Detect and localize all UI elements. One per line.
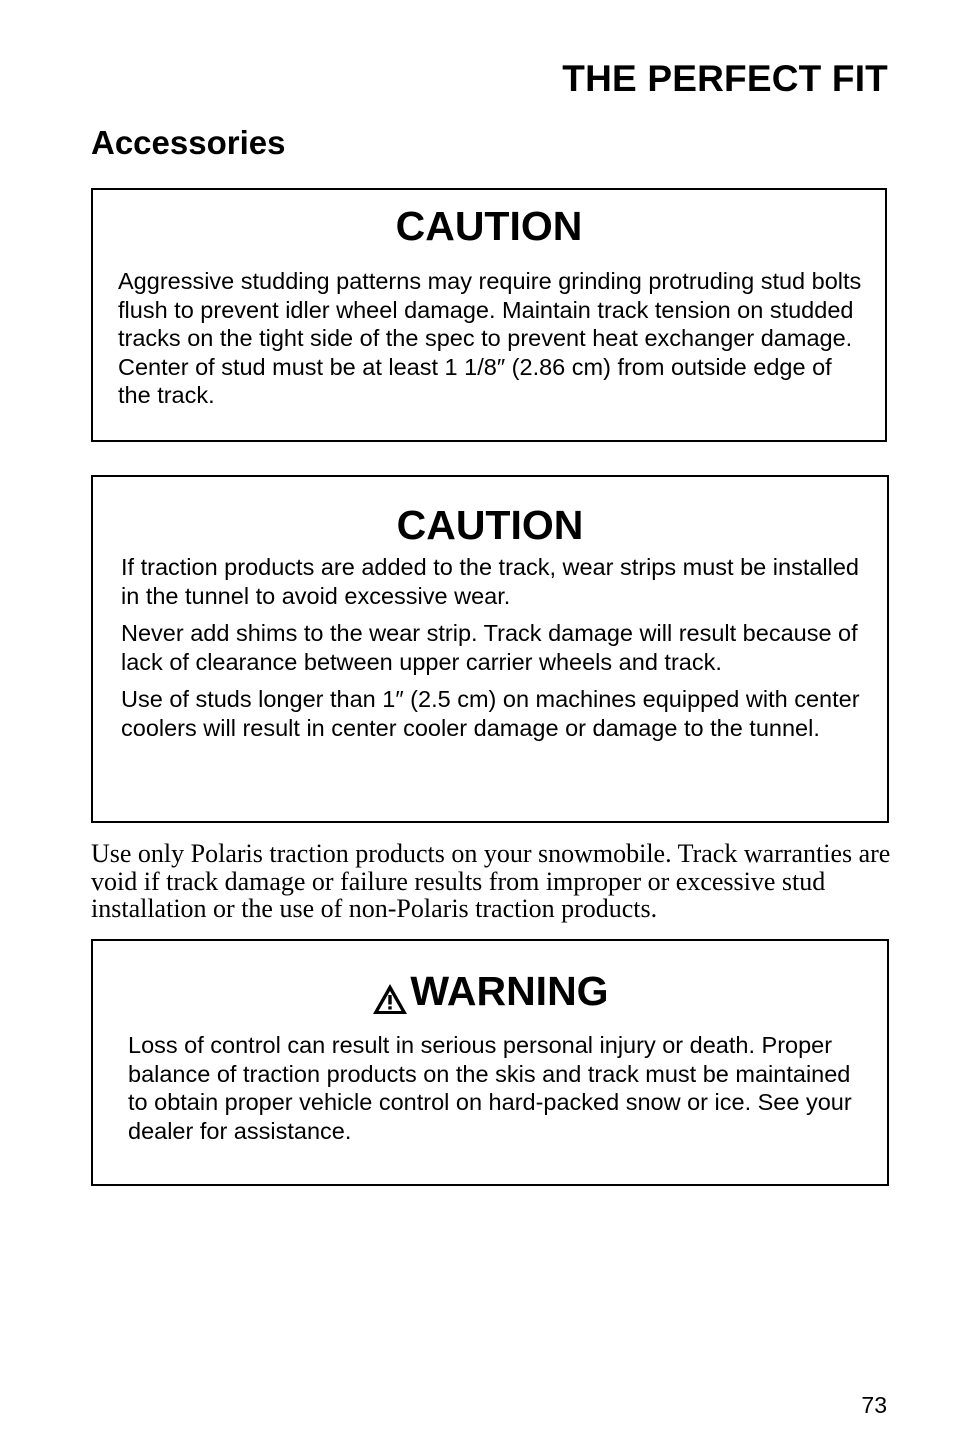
caution-paragraph-shims: Never add shims to the wear strip. Track damage will result because of lack of clearance between upper carrier wheels and track. (121, 620, 858, 675)
page-number: 73 (861, 1392, 887, 1418)
section-header: THE PERFECT FIT (562, 58, 888, 99)
warning-text: Loss of control can result in serious personal injury or death. Proper balance of traction products on the skis and track must be maintained to obtain proper vehicle control on hard-packed snow or ice. See your dealer for assistance. (128, 1032, 852, 1144)
warning-heading-row (93, 967, 887, 1015)
warning-box (91, 939, 889, 1186)
subsection-title: Accessories (91, 124, 286, 161)
caution-heading: CAUTION (396, 502, 584, 548)
caution-box-studding (91, 188, 887, 442)
body-paragraph: Use only Polaris traction products on your snowmobile. Track warranties are void if track damage or failure results from improper or excessive stud installation or the use of non-Polaris traction products. (91, 839, 891, 923)
caution-paragraph-studs: Use of studs longer than 1″ (2.5 cm) on machines equipped with center coolers will result in center cooler damage or damage to the tunnel. (121, 686, 860, 741)
warning-heading: WARNING (410, 968, 609, 1014)
warning-triangle-icon (371, 978, 409, 1012)
caution-box-traction (91, 475, 889, 823)
caution-heading: CAUTION (395, 203, 583, 249)
caution-text: Aggressive studding patterns may require grinding protruding stud bolts flush to prevent idler wheel damage. Maintain track tension on studded tracks on the tight side of the spec to prevent heat exchanger damage. Center of stud must be at least 1 1/8″ (2.86 cm) from outside edge of the track. (118, 268, 862, 409)
caution-paragraph-wear-strips: If traction products are added to the track, wear strips must be installed in the tunnel to avoid excessive wear. (121, 554, 860, 609)
